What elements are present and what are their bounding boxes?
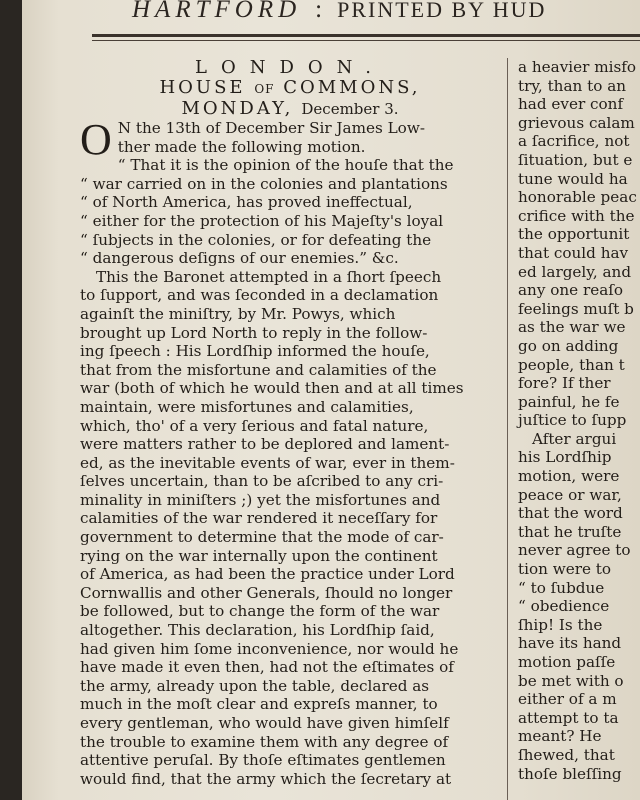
article-line: be followed, but to change the form of the war — [80, 602, 440, 621]
article-line: the army, already upon the table, declared as — [80, 676, 430, 695]
article-line: minality in miniſters ;) yet the misfortunes and — [80, 490, 441, 509]
right-line: honorable peac — [518, 188, 637, 207]
right-line: never agree to — [518, 541, 631, 560]
right-line: tune would ha — [518, 169, 628, 188]
right-line: ſhip! Is the — [518, 615, 603, 634]
article-body — [80, 115, 500, 788]
article-line: maintain, were misfortunes and calamities, — [80, 397, 414, 416]
column-divider — [507, 58, 508, 800]
article-line: to ſupport, and was ſeconded in a declamation — [80, 286, 439, 305]
article-line: ing ſpeech : His Lordſhip informed the houſe, — [80, 342, 430, 361]
right-line: a heavier misfo — [518, 58, 637, 76]
right-line: motion paſſe — [518, 653, 616, 671]
article-line: the trouble to examine them with any degree of — [80, 732, 449, 751]
right-line: tion were to — [518, 560, 612, 579]
right-line: people, than t — [518, 355, 625, 374]
heading-house-word: HOUSE — [159, 77, 246, 98]
article-line: “ ſubjects in the colonies, or for defeating the — [80, 230, 432, 249]
right-line: be met with o — [518, 671, 624, 690]
right-line: motion, were — [518, 467, 620, 486]
right-line: that could hav — [518, 243, 629, 262]
article-line: which, tho' of a very ſerious and fatal nature, — [80, 416, 429, 435]
right-line: “ to ſubdue — [518, 578, 605, 597]
right-line: peace or war, — [518, 485, 622, 504]
right-line: After argui — [532, 429, 617, 448]
heading-commons-word: COMMONS, — [283, 77, 421, 98]
right-line: feelings muſt b — [518, 299, 634, 318]
newspaper-page — [22, 0, 640, 800]
article-heading-date — [80, 99, 500, 119]
right-line: ſituation, but e — [518, 150, 633, 169]
right-line: that the word — [518, 504, 623, 523]
article-column — [80, 58, 500, 788]
article-line: were matters rather to be deplored and lament- — [80, 435, 450, 454]
right-column — [518, 58, 640, 783]
right-line: had ever conf — [518, 95, 624, 114]
masthead-separator: : — [315, 0, 324, 23]
article-line: altogether. This declaration, his Lordſhip ſaid, — [80, 621, 435, 640]
right-line: grievous calam — [518, 113, 635, 132]
heading-of-word: OF — [254, 82, 275, 96]
article-line: rying on the war internally upon the continent — [80, 546, 438, 565]
article-line: attentive peruſal. By thoſe eſtimates gentlemen — [80, 751, 446, 770]
masthead — [132, 0, 546, 24]
right-line: the opportunit — [518, 225, 630, 244]
right-line: crifice with the — [518, 206, 635, 225]
right-line: fore? If ther — [518, 374, 611, 393]
article-line: have made it even then, had not the eſtimates of — [80, 658, 454, 677]
masthead-printer: PRINTED BY HUD — [337, 0, 547, 22]
article-line: N the 13th of December Sir James Low- — [117, 119, 425, 137]
right-line: painful, he fe — [518, 392, 620, 411]
article-line: Cornwallis and other Generals, ſhould no longer — [80, 583, 453, 602]
article-line: calamities of the war rendered it neceſſary for — [80, 509, 438, 528]
dropcap-letter: O — [80, 115, 112, 164]
right-line: any one reaſo — [518, 281, 624, 300]
right-line: ſhewed, that — [518, 745, 615, 764]
article-line: that from the misfortune and calamities of the — [80, 360, 437, 379]
article-line: “ war carried on in the colonies and plantations — [80, 174, 448, 193]
right-line: try, than to an — [518, 76, 627, 95]
heading-day: MONDAY, — [181, 98, 294, 119]
masthead-town: HARTFORD — [132, 0, 302, 23]
right-line: have its hand — [518, 634, 622, 653]
right-line: attempt to ta — [518, 708, 619, 727]
right-line: his Lordſhip — [518, 448, 612, 467]
heading-date: December 3. — [301, 100, 399, 118]
article-line: “ dangerous deſigns of our enemies.” &c. — [80, 249, 399, 268]
article-line: againſt the miniſtry, by Mr. Powys, which — [80, 304, 396, 323]
article-line: This the Baronet attempted in a ſhort ſpeech — [96, 267, 442, 286]
article-line: every gentleman, who would have given himſelf — [80, 714, 449, 732]
article-line: of America, as had been the practice under Lord — [80, 565, 455, 584]
article-line: had given him ſome inconvenience, nor would he — [80, 639, 459, 658]
article-heading-city: LONDON. — [195, 57, 385, 78]
right-line: as the war we — [518, 318, 626, 337]
article-line: brought up Lord North to reply in the follow- — [80, 323, 428, 342]
right-line: ed largely, and — [518, 262, 632, 281]
article-line: “ of North America, has proved ineffectual, — [80, 193, 413, 212]
article-line: war (both of which he would then and at all times — [80, 379, 464, 398]
right-line: meant? He — [518, 727, 602, 746]
right-line: “ obedience — [518, 597, 610, 616]
right-line: juſtice to ſupp — [518, 411, 627, 430]
article-line: would find, that the army which the ſecretary at — [80, 769, 452, 788]
article-line: “ That it is the opinion of the houſe that the — [117, 156, 454, 175]
masthead-rule-thick — [92, 34, 640, 37]
article-heading-house — [80, 78, 500, 99]
right-line: thoſe bleſſing — [518, 764, 622, 783]
article-line: ther made the following motion. — [117, 137, 366, 156]
right-line: a ſacrifice, not — [518, 132, 630, 151]
right-line: go on adding — [518, 336, 619, 355]
masthead-rule-thin — [92, 40, 640, 41]
right-line: either of a m — [518, 690, 617, 709]
article-line: government to determine that the mode of car- — [80, 528, 444, 547]
article-line: ſelves uncertain, than to be aſcribed to any cri- — [80, 472, 444, 491]
article-line: much in the moſt clear and expreſs manner, to — [80, 695, 438, 714]
right-line: that he truſte — [518, 522, 622, 541]
article-line: “ either for the protection of his Majeſty's loyal — [80, 211, 444, 230]
article-line: ed, as the inevitable events of war, ever in them- — [80, 453, 455, 472]
